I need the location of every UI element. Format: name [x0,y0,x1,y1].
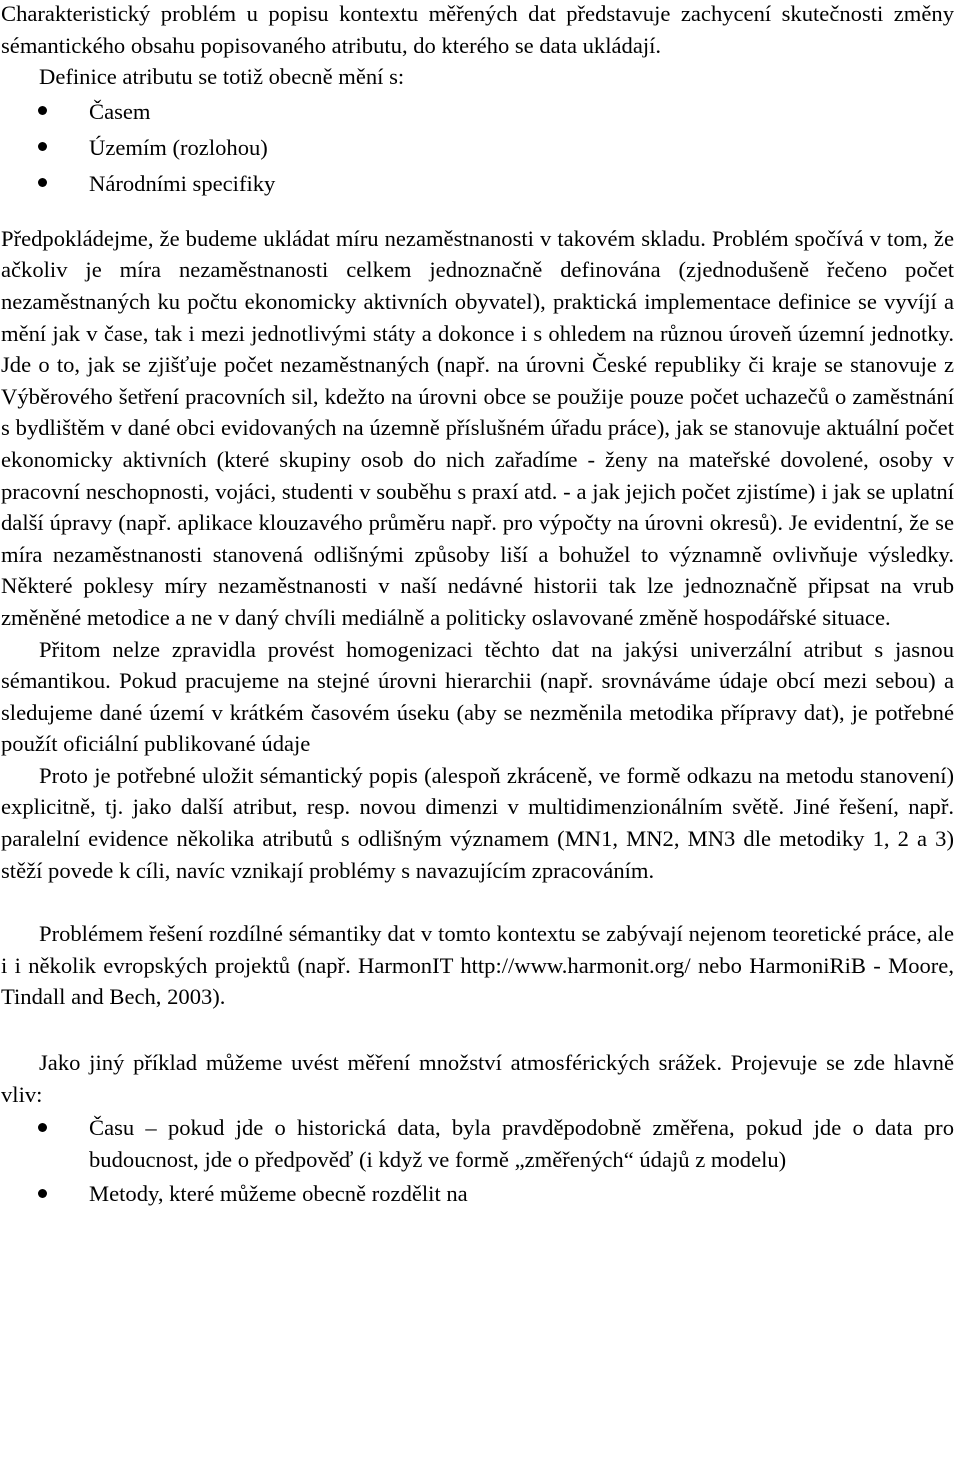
paragraph-projects: Problémem řešení rozdílné sémantiky dat v tomto kontextu se zabývají nejenom teoretické práce, ale i i několik evropských projektů (např. HarmonIT http://www.harmonit.org/ nebo HarmoniRiB - Moore, Tindall and Bech, 2003). [1,921,954,1010]
paragraph-intro: Charakteristický problém u popisu kontextu měřených dat představuje zachycení skutečnosti změny sémantického obsahu popisovaného atributu, do kterého se data ukládají. [1,1,954,58]
bullet-list-precipitation-factors [1,1112,954,1210]
bullet-icon [38,178,47,187]
bullet-icon [38,142,47,151]
bullet-icon [38,1189,47,1198]
bullet-list-definition-factors [1,95,954,201]
list-item: Metody, které můžeme obecně rozdělit na [1,1178,954,1210]
paragraph-unemployment: Předpokládejme, že budeme ukládat míru nezaměstnanosti v takovém skladu. Problém spočívá v tom, že ačkoliv je míra nezaměstnanosti celkem jednoznačně definována (zjednodušeně řečeno počet nezaměstnaných ku počtu ekonomicky aktivních obyvatel), praktická implementace definice se vyvíjí a mění jak v čase, tak i mezi jednotlivými státy a dokonce i s ohledem na různou úroveň územní jednotky. Jde o to, jak se zjišťuje počet nezaměstnaných (např. na úrovni České republiky či kraje se stanovuje z Výběrového šetření pracovních sil, kdežto na úrovni obce se použije pouze počet uchazečů o zaměstnání s bydlištěm v dané obci evidovaných na územně příslušném úřadu práce), jak se stanovuje aktuální počet ekonomicky aktivních (které skupiny osob do nich zařadíme - ženy na mateřské dovolené, osoby v pracovní neschopnosti, vojáci, studenti v souběhu s praxí atd. - a jak jejich počet zjistíme) i jak se uplatní další úpravy (např. aplikace klouzavého průměru např. pro výpočty na úrovni okresů). Je evidentní, že se míra nezaměstnanosti stanovená odlišnými způsoby liší a bohužel to významně ovlivňuje výsledky. Některé poklesy míry nezaměstnanosti v naší nedávné historii tak lze jednoznačně připsat na vrub změněné metodice a ne v daný chvíli mediálně a politicky oslavované změně hospodářské situace. [1,225,954,630]
paragraph-precipitation: Jako jiný příklad můžeme uvést měření množství atmosférických srážek. Projevuje se zde hlavně vliv: [1,1050,954,1107]
list-item: Časem [1,95,954,129]
list-item: Územím (rozlohou) [1,131,954,165]
paragraph-definition: Definice atributu se totiž obecně mění s: [39,64,405,90]
paragraph-semantic-description: Proto je potřebné uložit sémantický popis (alespoň zkráceně, ve formě odkazu na metodu stanovení) explicitně, tj. jako další atribut, resp. novou dimenzi v multidimenzionálním světě. Jiné řešení, např. paralelní evidence několika atributů s odlišným významem (MN1, MN2, MN3 dle metodiky 1, 2 a 3) stěží povede k cíli, navíc vznikají problémy s navazujícím zpracováním. [1,762,954,883]
list-item: Času – pokud jde o historická data, byla pravděpodobně změřena, pokud jde o data pro budoucnost, jde o předpověď (i když ve formě „změřených“ údajů z modelu) [1,1112,954,1175]
bullet-icon [38,106,47,115]
bullet-icon [38,1123,47,1132]
paragraph-homogenization: Přitom nelze zpravidla provést homogenizaci těchto dat na jakýsi univerzální atribut s jasnou sémantikou. Pokud pracujeme na stejné úrovni hierarchii (např. srovnáváme údaje obcí mezi sebou) a sledujeme dané území v krátkém časovém úseku (aby se nezměnila metodika přípravy dat), je potřebné použít oficiální publikované údaje [1,636,954,757]
document-page [1,0,954,1210]
list-item: Národními specifiky [1,167,954,201]
